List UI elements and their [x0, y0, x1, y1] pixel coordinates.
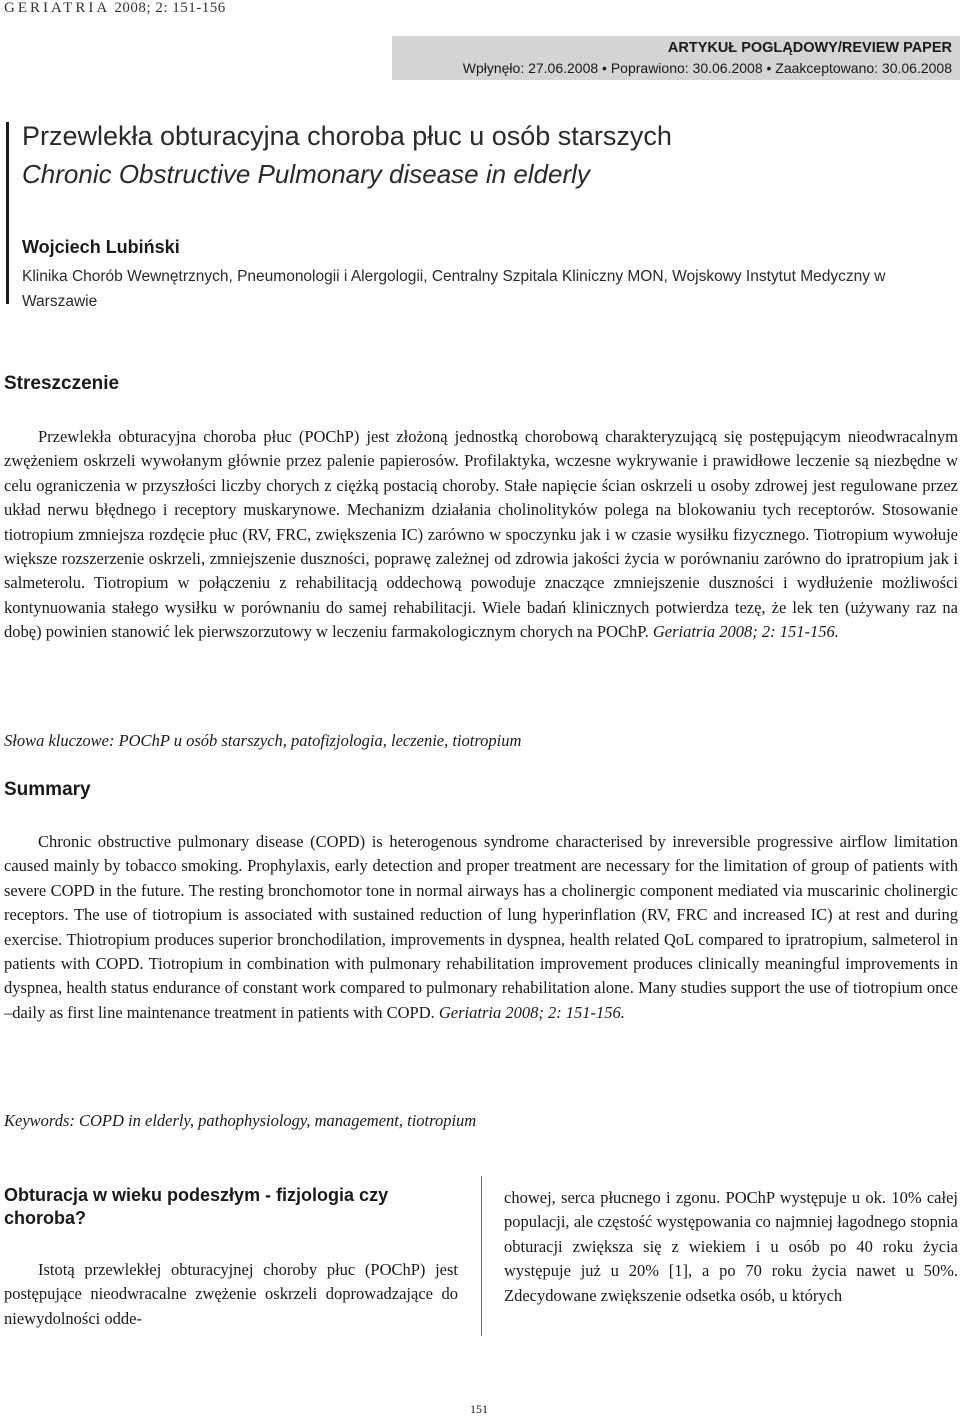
- keywords-polish: Słowa kluczowe: POChP u osób starszych, patofizjologia, leczenie, tiotropium: [4, 731, 522, 750]
- right-column-text: chowej, serca płucnego i zgonu. POChP występuje u ok. 10% całej populacji, ale częstość występowania co najmniej łagodnego stopnia obturacji zwiększa się z wiekiem i u osób po 40 roku życia występuje już u 20% [1], a po 70 roku życia nawet u 50%. Zdecydowane zwiększenie odsetka osób, u których: [504, 1188, 958, 1305]
- article-type: ARTYKUŁ POGLĄDOWY/REVIEW PAPER: [667, 40, 952, 56]
- title-english: Chronic Obstructive Pulmonary disease in elderly: [22, 159, 590, 189]
- summary-text: Chronic obstructive pulmonary disease (COPD) is heterogenous syndrome characterised by inreversible progressive airflow limitation caused mainly by tobacco smoking. Prophylaxis, early detection and proper treatment are necessary for the limitation of group of patients with severe COPD in the future. The resting bronchomotor tone in normal airways has a cholinergic component mediated via muscarinic cholinergic receptors. The use of tiotropium is associated with sustained reduction of lung hyperinflation (RV, FRC and increased IC) at rest and during exercise. Thiotropium produces superior bronchodilation, improvements in dyspnea, health related QoL compared to ipratropium, salmeterol in patients with COPD. Tiotropium in combination with pulmonary rehabilitation improvement produces clinically meaningful improvements in dyspnea, health status endurance of constant work compared to pulmonary rehabilitation alone. Many studies support the use of tiotropium once –daily as first line maintenance treatment in patients with COPD.: [4, 832, 958, 1022]
- left-column: [4, 1184, 458, 1331]
- keywords-english: Keywords: COPD in elderly, pathophysiology, management, tiotropium: [4, 1111, 477, 1130]
- right-column: [504, 1186, 958, 1308]
- page-number: 151: [470, 1402, 488, 1416]
- summary-citation: Geriatria 2008; 2: 151-156.: [438, 1002, 625, 1022]
- streszczenie-body: [4, 425, 958, 645]
- streszczenie-citation: Geriatria 2008; 2: 151-156.: [652, 622, 839, 642]
- author-affiliation: Klinika Chorób Wewnętrznych, Pneumonologii i Alergologii, Centralny Szpitala Kliniczny MON, Wojskowy Instytut Medyczny w Warszawie: [22, 268, 886, 310]
- column-divider: [481, 1176, 482, 1336]
- journal-citation: 2008; 2: 151-156: [114, 0, 226, 16]
- left-column-text: Istotą przewlekłej obturacyjnej choroby płuc (POChP) jest postępujące nieodwracalne zwężenie oskrzeli doprowadzające do niewydolności odde-: [4, 1260, 458, 1328]
- streszczenie-text: Przewlekła obturacyjna choroba płuc (POChP) jest złożoną jednostką chorobową charakteryzującą się postępującym nieodwracalnym zwężeniem oskrzeli wywołanym głównie przez palenie papierosów. Profilaktyka, wczesne wykrywanie i prawidłowe leczenie są niezbędne w celu ograniczenia w przyszłości liczby chorych z ciężką postacią choroby. Stałe napięcie ścian oskrzeli u osoby zdrowej jest regulowane przez układ nerwu błędnego i receptory muskarynowe. Mechanizm działania cholinolityków polega na blokowaniu tych receptorów. Stosowanie tiotropium zmniejsza rozdęcie płuc (RV, FRC, zwiększenia IC) zarówno w spoczynku jak i w czasie wysiłku fizycznego. Tiotropium wywołuje większe rozszerzenie oskrzeli, zmniejszenie duszności, poprawę zależnej od zdrowia jakości życia w porównaniu zarówno do ipratropium jak i salmeterolu. Tiotropium w połączeniu z rehabilitacją oddechową powoduje znaczące zmniejszenie duszności i wydłużenie możliwości kontynuowania stałego wysiłku w porównaniu do samej rehabilitacji. Wiele badań klinicznych potwierdza tezę, że lek ten (używany raz na dobę) powinien stanowić lek pierwszorzutowy w leczeniu farmakologicznym chorych na POChP.: [4, 427, 958, 642]
- title-accent-rule: [6, 122, 9, 304]
- summary-body: [4, 830, 958, 1025]
- author-block: [22, 236, 957, 314]
- streszczenie-heading: Streszczenie: [4, 373, 120, 394]
- author-name: Wojciech Lubiński: [22, 237, 180, 257]
- article-dates: Wpłynęło: 27.06.2008 • Poprawiono: 30.06.2008 • Zaakceptowano: 30.06.2008: [462, 60, 952, 76]
- summary-heading: Summary: [4, 779, 91, 800]
- running-head: [4, 0, 226, 17]
- journal-name: GERIATRIA: [4, 0, 111, 16]
- section-heading: Obturacja w wieku podeszłym - fizjologia czy choroba?: [4, 1185, 389, 1228]
- title-block: [22, 120, 952, 190]
- article-info-bar: [392, 36, 960, 80]
- title-polish: Przewlekła obturacyjna choroba płuc u osób starszych: [22, 121, 672, 151]
